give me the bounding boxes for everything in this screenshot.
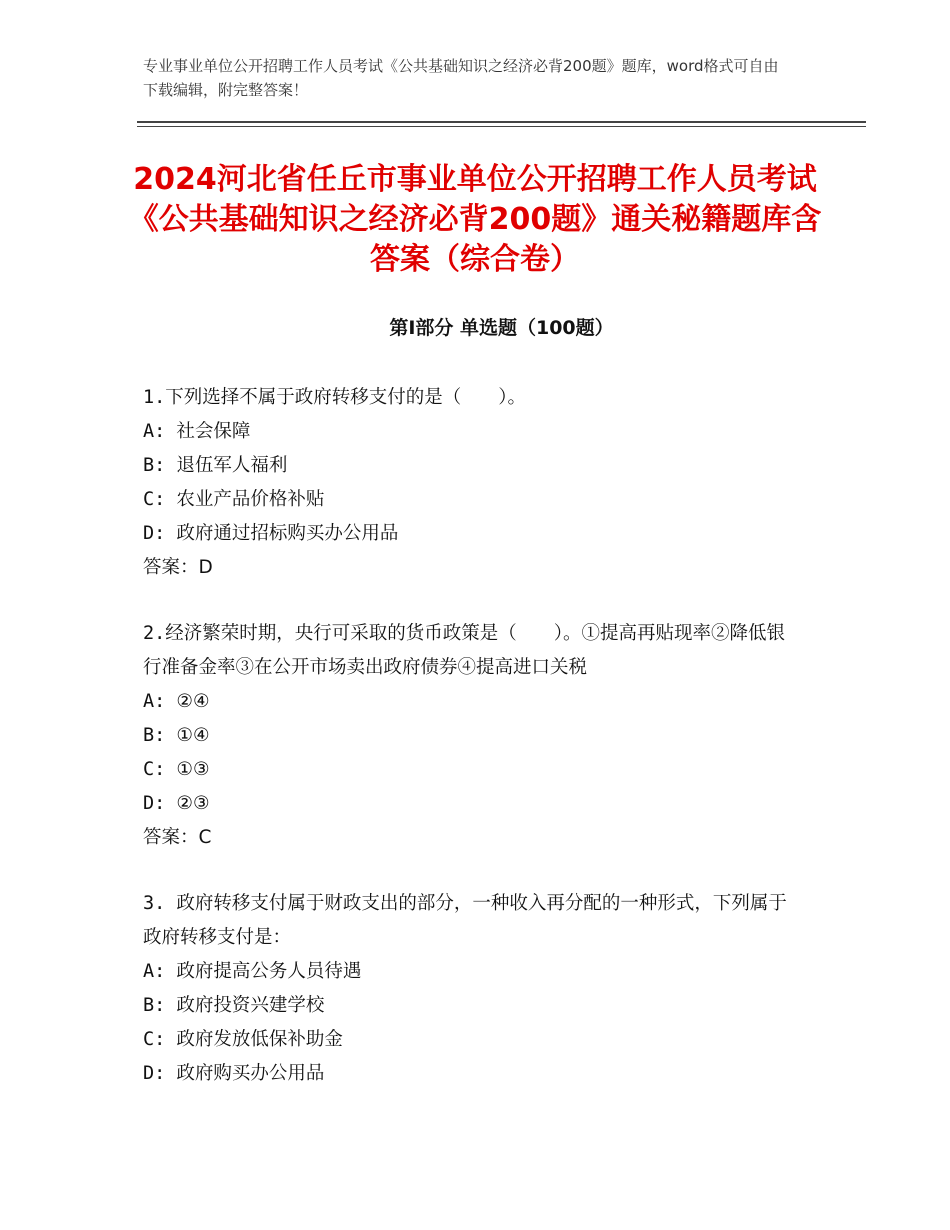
option-a [143,415,793,449]
answer-line: 答案：C [143,827,212,848]
option-letter: D: [143,1063,166,1084]
option-letter: B: [143,725,166,746]
question-1 [143,381,793,585]
question-list [143,381,793,1123]
option-text: 政府投资兴建学校 [176,995,325,1016]
option-b [143,719,793,753]
option-c [143,1023,793,1057]
option-text: 政府购买办公用品 [176,1063,325,1084]
question-stem: 2.经济繁荣时期，央行可采取的货币政策是（ ）。①提高再贴现率②降低银行准备金率③在公开市场卖出政府债券④提高进口关税 [143,623,786,678]
option-d [143,517,793,551]
document-title: 2024河北省任丘市事业单位公开招聘工作人员考试《公共基础知识之经济必背200题》通关秘籍题库含答案（综合卷） [128,162,822,277]
option-d [143,787,793,821]
question-stem: 1.下列选择不属于政府转移支付的是（ ）。 [143,387,527,408]
option-letter: C: [143,489,166,510]
option-text: ①③ [176,759,210,780]
question-3 [143,887,793,1091]
option-letter: D: [143,523,166,544]
answer-line: 答案：D [143,557,213,578]
option-text: ②③ [176,793,210,814]
option-letter: B: [143,455,166,476]
option-text: 退伍军人福利 [176,455,288,476]
header-divider [137,121,866,123]
option-text: ②④ [176,691,210,712]
option-letter: B: [143,995,166,1016]
option-c [143,483,793,517]
header-divider-thin [137,126,866,127]
option-b [143,449,793,483]
option-d [143,1057,793,1091]
option-letter: C: [143,759,166,780]
question-2 [143,617,793,855]
option-a [143,685,793,719]
option-letter: A: [143,691,166,712]
option-text: ①④ [176,725,210,746]
option-text: 政府提高公务人员待遇 [176,961,362,982]
section-heading: 第Ⅰ部分 单选题（100题） [389,317,614,339]
option-letter: A: [143,421,166,442]
option-text: 社会保障 [176,421,251,442]
option-letter: C: [143,1029,166,1050]
option-text: 农业产品价格补贴 [176,489,325,510]
option-text: 政府发放低保补助金 [176,1029,343,1050]
option-text: 政府通过招标购买办公用品 [176,523,399,544]
header-note: 专业事业单位公开招聘工作人员考试《公共基础知识之经济必背200题》题库，word格式可自由下载编辑，附完整答案！ [143,57,779,99]
option-letter: D: [143,793,166,814]
question-stem: 3. 政府转移支付属于财政支出的部分，一种收入再分配的一种形式，下列属于政府转移支付是： [143,893,787,948]
option-b [143,989,793,1023]
option-letter: A: [143,961,166,982]
option-a [143,955,793,989]
option-c [143,753,793,787]
